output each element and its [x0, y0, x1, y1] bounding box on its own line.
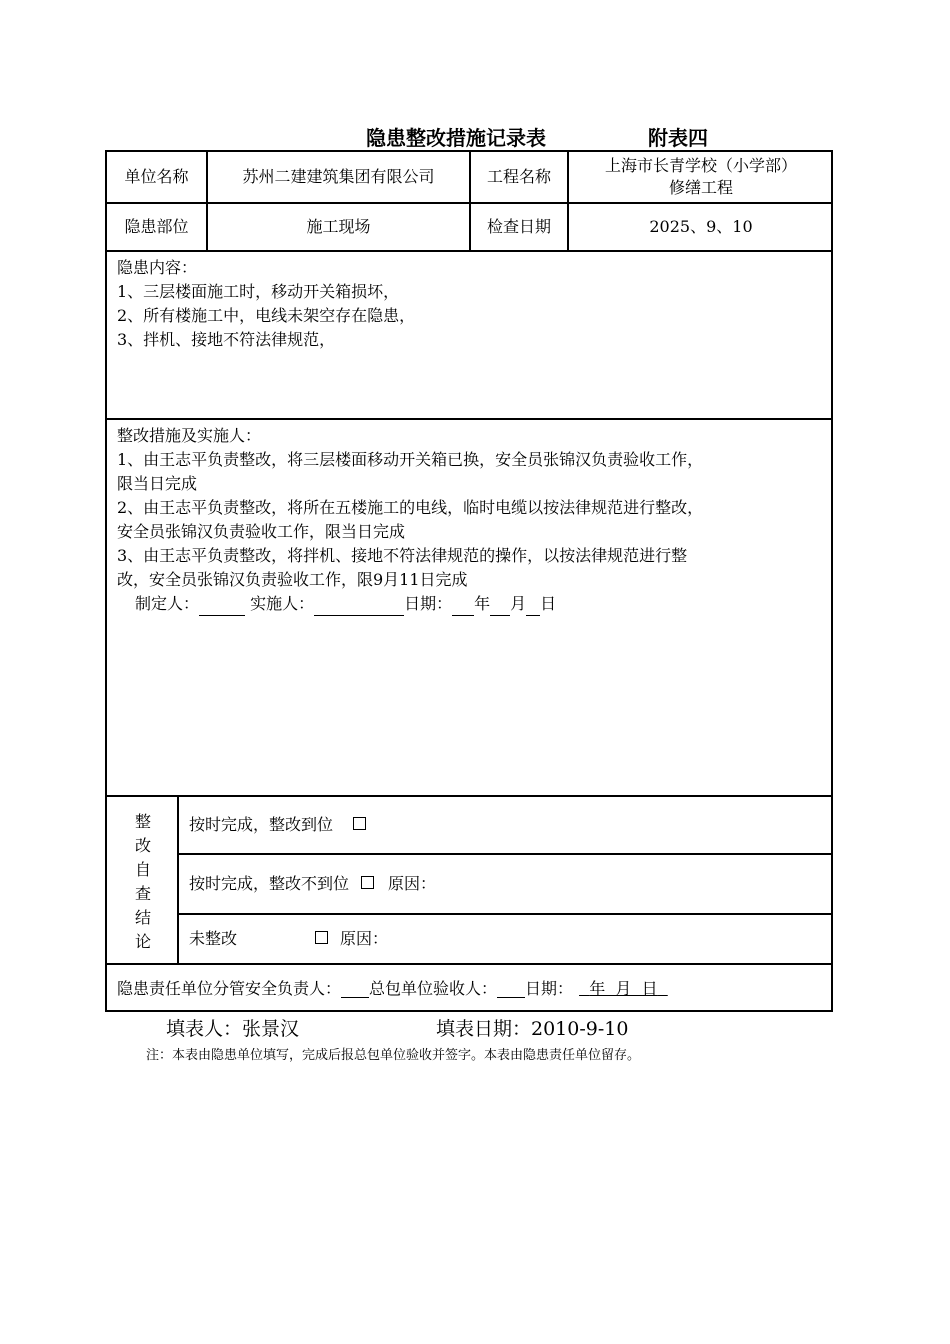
option3-reason: 原因： — [340, 929, 389, 948]
measure-line: 1、由王志平负责整改，将三层楼面移动开关箱已换，安全员张锦汉负责验收工作， — [117, 450, 704, 469]
project-name-line2: 修缮工程 — [668, 178, 733, 197]
safety-officer-label: 隐患责任单位分管安全负责人： — [117, 978, 342, 998]
maker-blank[interactable] — [199, 597, 245, 616]
option-completed-ok — [189, 797, 829, 853]
self-check-char: 自 — [134, 860, 151, 879]
resp-date-text: 年 月 日 — [589, 978, 658, 998]
hazard-location-label: 隐患部位 — [124, 217, 189, 236]
hazard-content — [117, 256, 415, 352]
page-title: 隐患整改措施记录表 — [366, 126, 546, 150]
month-blank[interactable] — [490, 597, 510, 616]
hazard-line: 2、所有楼施工中，电线未架空存在隐患， — [117, 306, 416, 325]
sign-date-label: 日期： — [404, 594, 453, 613]
project-name-value — [569, 152, 833, 202]
measure-line: 3、由王志平负责整改，将拌机、接地不符法律规范的操作，以按法律规范进行整 — [117, 546, 688, 565]
unit-name-label: 单位名称 — [124, 167, 189, 186]
inspection-date-value: 2025、9、10 — [649, 217, 753, 236]
option2-label: 按时完成，整改不到位 — [189, 874, 350, 893]
acceptor-blank[interactable] — [497, 979, 525, 998]
safety-officer-blank[interactable] — [341, 979, 369, 998]
filler: 填表人：张景汉 — [166, 1018, 300, 1040]
year-blank[interactable] — [452, 597, 474, 616]
signature-line — [117, 592, 703, 616]
self-check-char: 整 — [134, 812, 151, 831]
option2-reason: 原因： — [388, 874, 437, 893]
option-not-rectified — [189, 915, 829, 963]
measure-line: 限当日完成 — [117, 474, 198, 493]
project-name-label: 工程名称 — [486, 167, 551, 186]
hazard-line: 1、三层楼面施工时，移动开关箱损坏， — [117, 282, 400, 301]
day-blank[interactable] — [526, 597, 540, 616]
self-check-label — [107, 798, 179, 966]
resp-date-label: 日期： — [525, 978, 574, 998]
measure-line: 改，安全员张锦汉负责验收工作，限9月11日完成 — [117, 570, 468, 589]
option3-checkbox[interactable] — [315, 931, 328, 944]
row-divider — [107, 250, 833, 252]
year-label: 年 — [474, 594, 491, 613]
measure-line: 2、由王志平负责整改，将所在五楼施工的电线，临时电缆以按法律规范进行整改， — [117, 498, 704, 517]
option1-checkbox[interactable] — [353, 817, 366, 830]
measure-line: 安全员张锦汉负责验收工作，限当日完成 — [117, 522, 406, 541]
option1-label: 按时完成，整改到位 — [189, 815, 334, 834]
measures-heading: 整改措施及实施人： — [117, 426, 262, 445]
month-label: 月 — [510, 594, 527, 613]
option2-checkbox[interactable] — [361, 876, 374, 889]
hazard-heading: 隐患内容： — [117, 258, 198, 277]
footnote: 注：本表由隐患单位填写，完成后报总包单位验收并签字。本表由隐患责任单位留存。 — [146, 1048, 641, 1063]
responsibility-row — [117, 965, 833, 1012]
annex-label: 附表四 — [648, 126, 708, 150]
hazard-location-value: 施工现场 — [306, 217, 371, 236]
self-check-char: 改 — [134, 836, 151, 855]
implementer-label: 实施人： — [250, 594, 315, 613]
record-table — [105, 150, 833, 1012]
day-label: 日 — [540, 594, 557, 613]
implementer-blank[interactable] — [314, 597, 404, 616]
option3-label: 未整改 — [189, 929, 238, 948]
self-check-char: 查 — [134, 884, 151, 903]
title-line — [0, 122, 950, 152]
hazard-line: 3、拌机、接地不符法律规范， — [117, 330, 336, 349]
row-divider — [107, 418, 833, 420]
rectification-measures — [117, 424, 703, 616]
fill-date: 填表日期：2010-9-10 — [436, 1018, 629, 1040]
self-check-char: 论 — [134, 932, 151, 951]
acceptor-label: 总包单位验收人： — [369, 978, 498, 998]
inspection-date-label: 检查日期 — [486, 217, 551, 236]
resp-date-blank[interactable] — [579, 979, 668, 999]
project-name-line1: 上海市长青学校（小学部） — [604, 156, 797, 175]
unit-name-value: 苏州二建建筑集团有限公司 — [242, 167, 435, 186]
option-completed-not-ok — [189, 855, 829, 913]
self-check-char: 结 — [134, 908, 151, 927]
maker-label: 制定人： — [135, 594, 200, 613]
